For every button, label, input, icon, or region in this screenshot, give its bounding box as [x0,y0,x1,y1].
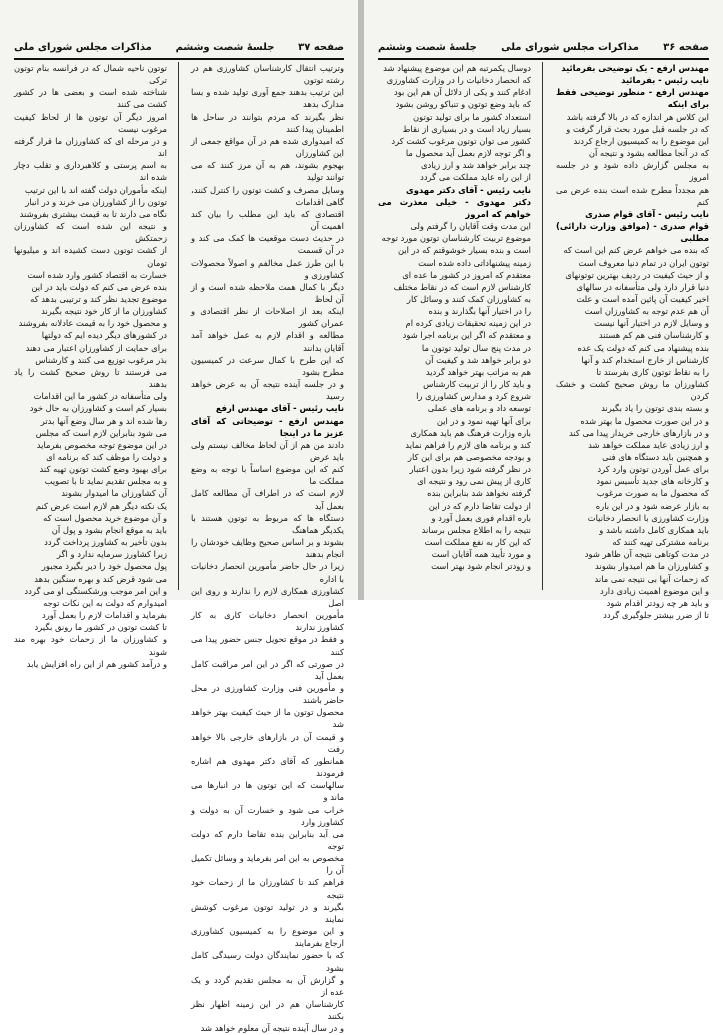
text-line: توتون ایران در تمام دنیا معروف است [578,257,709,268]
text-line: و به مجلس تقدیم نماید تا با تصویب [44,476,167,487]
text-line: و کشاورزان ما هم امیدوار بشوند [594,561,709,572]
text-line: نتیجه را به اطلاع مجلس برساند [421,524,531,535]
text-line: کارشناسان هم در این زمینه اظهار نظر بکنند [191,999,344,1022]
text-line: است و بنده بسیار خوشوقتم که در این [397,245,531,256]
text-line: در مدت پنج سال تولید توتون ما [421,342,531,353]
text-line: بفرماید و اقدامات لازم را بعمل آورد [41,610,167,621]
text-line: محصول توتون ما از حیث کیفیت بهتر خواهد شد [191,707,344,730]
text-line: و در بازارهای خارجی خریدار پیدا می کند [568,427,709,438]
text-line: و نتیجه این شده است که کشاورزان زحمتکش [14,221,167,244]
text-line: هم مجدداً مطرح شده است بنده عرض می کنم [556,184,709,207]
left-header-rule [14,58,344,60]
right-column-divider [542,62,543,590]
left-session-label: جلسهٔ شصت وششم [175,41,275,53]
text-line: نایب رئیس - آقای مهندس ارفع [215,403,344,414]
text-line: که با حضور نمایندگان دولت رسیدگی کامل بشود [191,950,344,973]
text-line: و درآمد کشور هم از این راه افزایش یابد [26,658,167,669]
text-line: که در آنجا مطالعه بشود و نتیجه آن [588,148,709,159]
text-line: به بازار عرضه شود و در این باره [595,500,709,511]
text-line: و این موضوع اهمیت زیادی دارد [599,585,709,596]
left-journal-title: مذاکرات مجلس شورای ملی [14,41,152,53]
text-line: مهندس ارفع - توضیحاتی که آقای عزیز ما در اینجا [191,415,344,438]
text-line: که امیدواری شده هم در آن مواقع جمعی از این کشاورزان [191,135,344,159]
text-line: و کارشناسان فنی هم کم هستند [598,330,709,341]
text-line: و کشاورزان ما از زحمات خود بهره مند شوند [14,634,167,657]
text-line: در صورتی که اگر در این امر مراقبت کامل بعمل آید [191,658,344,681]
right-journal-title: مذاکرات مجلس شورای ملی [501,41,639,53]
text-line: و در این صورت محصول ما بهتر شده [580,415,709,426]
text-line: باید به موقع انجام بشود و پول آن [51,524,167,535]
text-line: اقتصادی که باید این مطلب را بیان کند اهمیت آن [191,208,344,232]
text-line: و این موضوع را به کمیسیون کشاورزی ارجاع بفرمایند [191,926,344,949]
text-line: همانطور که آقای دکتر مهدوی هم اشاره فرمودند [191,755,344,779]
text-line: و کارخانه های جدید تأسیس نمود [596,476,709,487]
text-line: و آن موضوع خرید محصول است که [43,512,167,523]
text-line: چند برابر خواهد شد و ارز زیادی [420,160,531,171]
text-line: موضوع تجدید نظر کند و ترتیبی بدهد که [30,293,167,304]
text-line: به اسم پرستی و کلاهبرداری و تقلب دچار شده اند [14,160,167,183]
text-line: و قیمت آن در بازارهای خارجی بالا خواهد رفت [191,731,344,754]
text-line: و از حیث کیفیت در ردیف بهترین توتونهای [565,269,709,280]
text-line: و وسایل لازم در اختیار آنها نیست [594,318,709,329]
text-line: برای آنها تهیه نمود و در این [436,415,531,426]
right-page-column-left [378,62,531,590]
text-line: موضوع تربیت کارشناسان توتون مورد توجه [381,233,531,244]
text-line: کشور می توان توتون مرغوب کشت کرد [391,135,531,146]
text-line: و باید کار را از تربیت کارشناس [423,379,531,390]
left-column-divider [178,62,179,590]
text-line: توتون را از کشاورزان می خرند و در انبار [25,196,167,207]
text-line: بنده پیشنهاد می کنم که دولت یک عده [577,342,709,353]
text-line: نایب رئیس - بفرمائید [621,75,709,86]
text-line: و در سال آینده نتیجه آن معلوم خواهد شد [200,1023,344,1034]
text-line: باید همکاری کامل داشته باشد و [599,524,709,535]
text-line: نایب رئیس - آقای دکتر مهدوی [406,184,531,195]
text-line: که باید وضع توتون و تنباکو روشن بشود [395,99,531,110]
text-line: در این زمینه تحقیقات زیادی کرده ام [405,318,531,329]
text-line: برنامه مشترکی تهیه کنند که [612,537,709,548]
text-line: که محصول ما به صورت مرغوب [596,488,709,499]
text-line: دستگاه ها که مربوط به توتون هستند با یکدیگر هماهنگ [191,512,344,535]
text-line: دو برابر خواهد شد و کیفیت آن [424,354,531,365]
text-line: بگیرند و در تولید توتون مرغوب کوشش نمایند [191,901,344,924]
text-line: ادغام کنند و یکی از دلائل آن هم این بود [394,87,531,98]
text-line: و فقط در موقع تحویل جنس حضور پیدا می کنند [191,634,344,657]
text-line: کشاورزان ما از کار خود نتیجه بگیرند [41,306,167,317]
left-page-column-right [191,62,344,1034]
text-line: آن کشاورزان ما امیدوار بشوند [61,488,167,499]
text-line: مطالعه و اقدام لازم به عمل خواهد آمد آقایان بدانند [191,330,344,353]
text-line: از دولت تقاضا دارم که در این [428,500,531,511]
right-page-number: صفحه ۳۶ [663,41,709,53]
text-line: و اگر توجه لازم بعمل آید محصول ما [405,148,531,159]
text-line: و معتقدم که اگر این برنامه اجرا شود [402,330,531,341]
text-line: و مورد تأیید همه آقایان است [431,549,531,560]
text-line: و دولت را موظف کند که برنامه ای [46,452,167,462]
right-session-label: جلسهٔ شصت وششم [378,41,477,53]
left-page-column-left [14,62,167,669]
text-line: استعداد کشور ما برای تولید توتون [413,111,531,122]
text-line: و محصول خود را به قیمت عادلانه بفروشند [18,318,167,329]
text-line: کاری از پیش نمی رود و نتیجه ای [417,476,531,487]
right-page-column-right [556,62,709,621]
text-line: در مدت کوتاهی نتیجه آن ظاهر شود [584,549,709,560]
text-line: نگاه می دارند تا به قیمت بیشتری بفروشند [19,208,167,219]
text-line: کشاورزی همکاری لازم را ندارند و روی این اصل [191,585,344,608]
text-line: می شود قرض کند و بهره سنگین بدهد [34,573,167,584]
text-line: به مجلس گزارش داده شود و در جلسه امروز [556,160,709,183]
text-line: و بسته بندی توتون را یاد بگیرند [601,403,709,414]
text-line: مخصوص به این امر بفرماید و وسائل تکمیل آن را [191,853,344,876]
text-line: مهندس ارفع - یک توضیحی بفرمائید [561,63,709,73]
text-line: رها شده اند و هر سال وضع آنها بدتر [40,415,167,426]
text-line: و ارز زیادی عاید مملکت خواهد شد [588,439,709,450]
text-line: این کلاس هر اندازه که در بالا گرفته باشد [566,111,709,122]
text-line: خسارت به اقتصاد کشور وارد شده است [27,269,167,280]
right-page-header [378,38,709,56]
text-line: و در جلسه آینده نتیجه آن به عرض خواهد رسید [191,379,344,402]
text-line: و باید هر چه زودتر اقدام شود [606,597,709,608]
text-line: می شود بنابراین لازم است که مجلس [35,427,167,438]
left-page-header [14,38,344,56]
text-line: زیرا در حال حاضر مأمورین انحصار دخانیات با اداره [191,561,344,584]
text-line: کارشناس از خارج استخدام کند و آنها [581,354,709,365]
text-line: بذر مرغوب توزیع می کنند و کارشناس [35,354,167,365]
text-line: که انحصار دخانیات را در وزارت کشاورزی [386,75,531,86]
text-line: بدون تأخیر به کشاورز پرداخت گردد [44,537,167,548]
left-page [0,0,358,1034]
text-line: زیرا کشاورز سرمایه ندارد و اگر [56,549,167,560]
text-line: که این طرح با کمال سرعت در کمیسیون مطرح بشود [191,354,344,377]
text-line: شناخته شده است و بعضی ها در کشور کشت می کنند [14,87,167,110]
text-line: در حدیث دست موقعیت ها کمک می کند و در آن قسمت [191,233,344,256]
text-line: تا کشت توتون در کشور ما رونق بگیرد [34,622,167,633]
text-line: فراهم کند تا کشاورزان ما از زحمات خود نتیجه [191,877,344,900]
text-line: باره وزارت فرهنگ هم باید همکاری [410,427,531,438]
text-line: بسیار کم است و کشاورزان به حال خود [29,403,167,414]
text-line: بسیار زیاد است و در بسیاری از نقاط [402,123,531,134]
text-line: نظر بگیرند که مردم بتوانند در ساحل ها اطمینان پیدا کنند [191,111,344,134]
text-line: توسعه داد و برنامه های عملی [427,403,531,414]
text-line: از این راه عاید مملکت می گردد [420,172,531,183]
text-line: سالهاست که این توتون ها در انبارها می ماند و [191,780,344,803]
text-line: و این امر موجب ورشکستگی او می گردد [24,585,167,596]
text-line: در نظر گرفته شود زیرا بدون اعتبار [409,464,531,475]
right-page [364,0,723,621]
text-line: با این طرز عمل مخالفم و اصولاً محصولات کشاورزی و [191,257,344,280]
text-line: می آید بنابراین بنده تقاضا دارم که دولت توجه [191,828,344,851]
text-line: می فرستند تا روش صحیح کشت را یاد بدهند [14,366,167,390]
text-line: در این موضوع توجه مخصوص بفرماید [36,439,167,450]
text-line: پول محصول خود را دیر بگیرد مجبور [41,561,167,572]
text-line: و گزارش آن به مجلس تقدیم گردد و یک عده از [191,974,344,997]
text-line: شروع کرد و مدارس کشاورزی را [416,391,531,402]
text-line: یک نکته دیگر هم لازم است عرض کنم [35,500,167,511]
text-line: دنیا قرار دارد ولی متأسفانه در سالهای [576,281,709,292]
text-line: اخیر کیفیت آن پائین آمده است و علت [576,293,709,304]
text-line: وزارت کشاورزی با انحصار دخانیات [587,512,709,523]
text-line: معتقدم که امروز در کشور ما عده ای [402,269,531,280]
text-line: به کشاورزان کمک کنند و وسائل کار [406,293,531,304]
text-line: در کشورهای دیگر دیده ایم که دولتها [41,330,167,341]
text-line: که زحمات آنها بی نتیجه نمی ماند [594,573,709,584]
text-line: برای بهبود وضع کشت توتون تهیه کند [39,464,167,475]
text-line: و مأمورین فنی وزارت کشاورزی در محل حاضر باشند [191,682,344,706]
text-line: اینکه بعد از اصلاحات از نظر اقتصادی و عمران کشور [191,306,344,329]
left-page-number: صفحه ۳۷ [298,41,344,53]
text-line: برای عمل آوردن توتون وارد کرد [597,464,709,475]
text-line: بهجوم بشوند، هم به آن مرز کنند که می توانند تولید [191,160,344,183]
text-line: هم به مراتب بهتر خواهد گردید [425,366,531,377]
text-line: نایب رئیس - آقای قوام صدری [585,208,709,219]
text-line: لازم است که در اطراف آن مطالعه کامل بعمل آید [191,488,344,511]
text-line: توتون ناحیه شمال که در فرانسه بنام توتون ترکی [14,63,167,86]
text-line: و در مرحله ای که کشاورزان ما قرار گرفته اند [14,135,167,159]
text-line: باره اقدام فوری بعمل آورد و [431,512,531,523]
text-line: ولی متأسفانه در کشور ما این اقدامات [33,391,167,402]
text-line: این ترتیب بدهند جمع آوری تولید شده و بسا مدارک بدهد [191,87,344,110]
text-line: از کشت توتون دست کشیده اند و میلیونها تومان [14,245,167,268]
text-line: مهندس ارفع - منظور توضیحی فقط برای اینکه [556,87,709,110]
text-line: کنم که این موضوع اساساً با توجه به وضع مملکت ما [191,464,344,487]
text-line: بنده عرض می کنم که دولت باید در این [31,281,167,292]
text-line: وسایل مصرف و کشت توتون را کنترل کنند، گاهی اقدامات [191,184,344,207]
text-line: بشوند و بر اساس صحیح وظایف خودشان را انجام بدهند [191,537,344,560]
text-line: که در جلسه قبل مورد بحث قرار گرفت و [566,123,709,134]
text-line: دوسال یکمرتبه هم این موضوع پیشنهاد شد [383,63,531,73]
text-line: را در اختیار آنها بگذارند و بنده [428,306,531,317]
text-line: مأمورین انحصار دخانیات کاری به کار کشاورز ندارند [191,610,344,633]
text-line: و همچنین باید دستگاه های فنی [602,452,709,462]
text-line: که بنده می خواهم عرض کنم این است که [563,245,709,256]
text-line: کارشناس لازم است که در نقاط مختلف [393,281,531,292]
text-line: کند و برنامه های لازم را فراهم نماید [405,439,531,450]
text-line: خراب می شود و خسارت آن به دولت و کشاورز وارد [191,804,344,827]
text-line: این مدت وقت آقایان را گرفتم ولی [410,221,531,232]
text-line: وترتیب انتقال کارشناسان کشاورزی هم در رشته توتون [191,63,344,86]
text-line: و زودتر انجام شود بهتر است [431,561,531,572]
text-line: اینکه مأموران دولت گفته اند با این ترتیب [24,184,167,195]
text-line: گرفته نخواهد شد بنابراین بنده [427,488,531,499]
text-line: دادند من هم از آن لحاظ مخالف نیستم ولی باید عرض [191,439,344,462]
text-line: این موضوع را به کمیسیون ارجاع کردند [573,135,709,146]
text-line: دکتر مهدوی - خیلی معذرت می خواهم که امروز [378,196,531,219]
text-line: و بودجه مخصوصی هم برای این کار [407,452,531,462]
text-line: قوام صدری - (موافق وزارت دارائی) مطلبی [556,221,709,244]
text-line: آن هم عدم توجه به کشاورزان است [584,306,709,317]
text-line: کشاورزان ما روش صحیح کشت و خشک کردن [556,379,709,402]
text-line: را به نقاط توتون کاری بفرستد تا [596,366,709,377]
text-line: امیدوارم که دولت به این نکات توجه [43,597,167,608]
text-line: تا از ضرر بیشتر جلوگیری گردد [603,610,709,621]
text-line: که این کار به نفع مملکت است [424,537,531,548]
text-line: امروز دیگر آن توتون ها از لحاظ کیفیت مرغوب نیست [14,111,167,134]
right-header-rule [378,58,709,60]
text-line: زمینه پیشنهاداتی داده شده است [418,257,531,268]
text-line: دیگر با کمال همت ملاحظه شده است و از آن لحاظ [191,281,344,304]
text-line: برای حمایت از کشاورزان اعتبار می دهند [25,342,167,353]
